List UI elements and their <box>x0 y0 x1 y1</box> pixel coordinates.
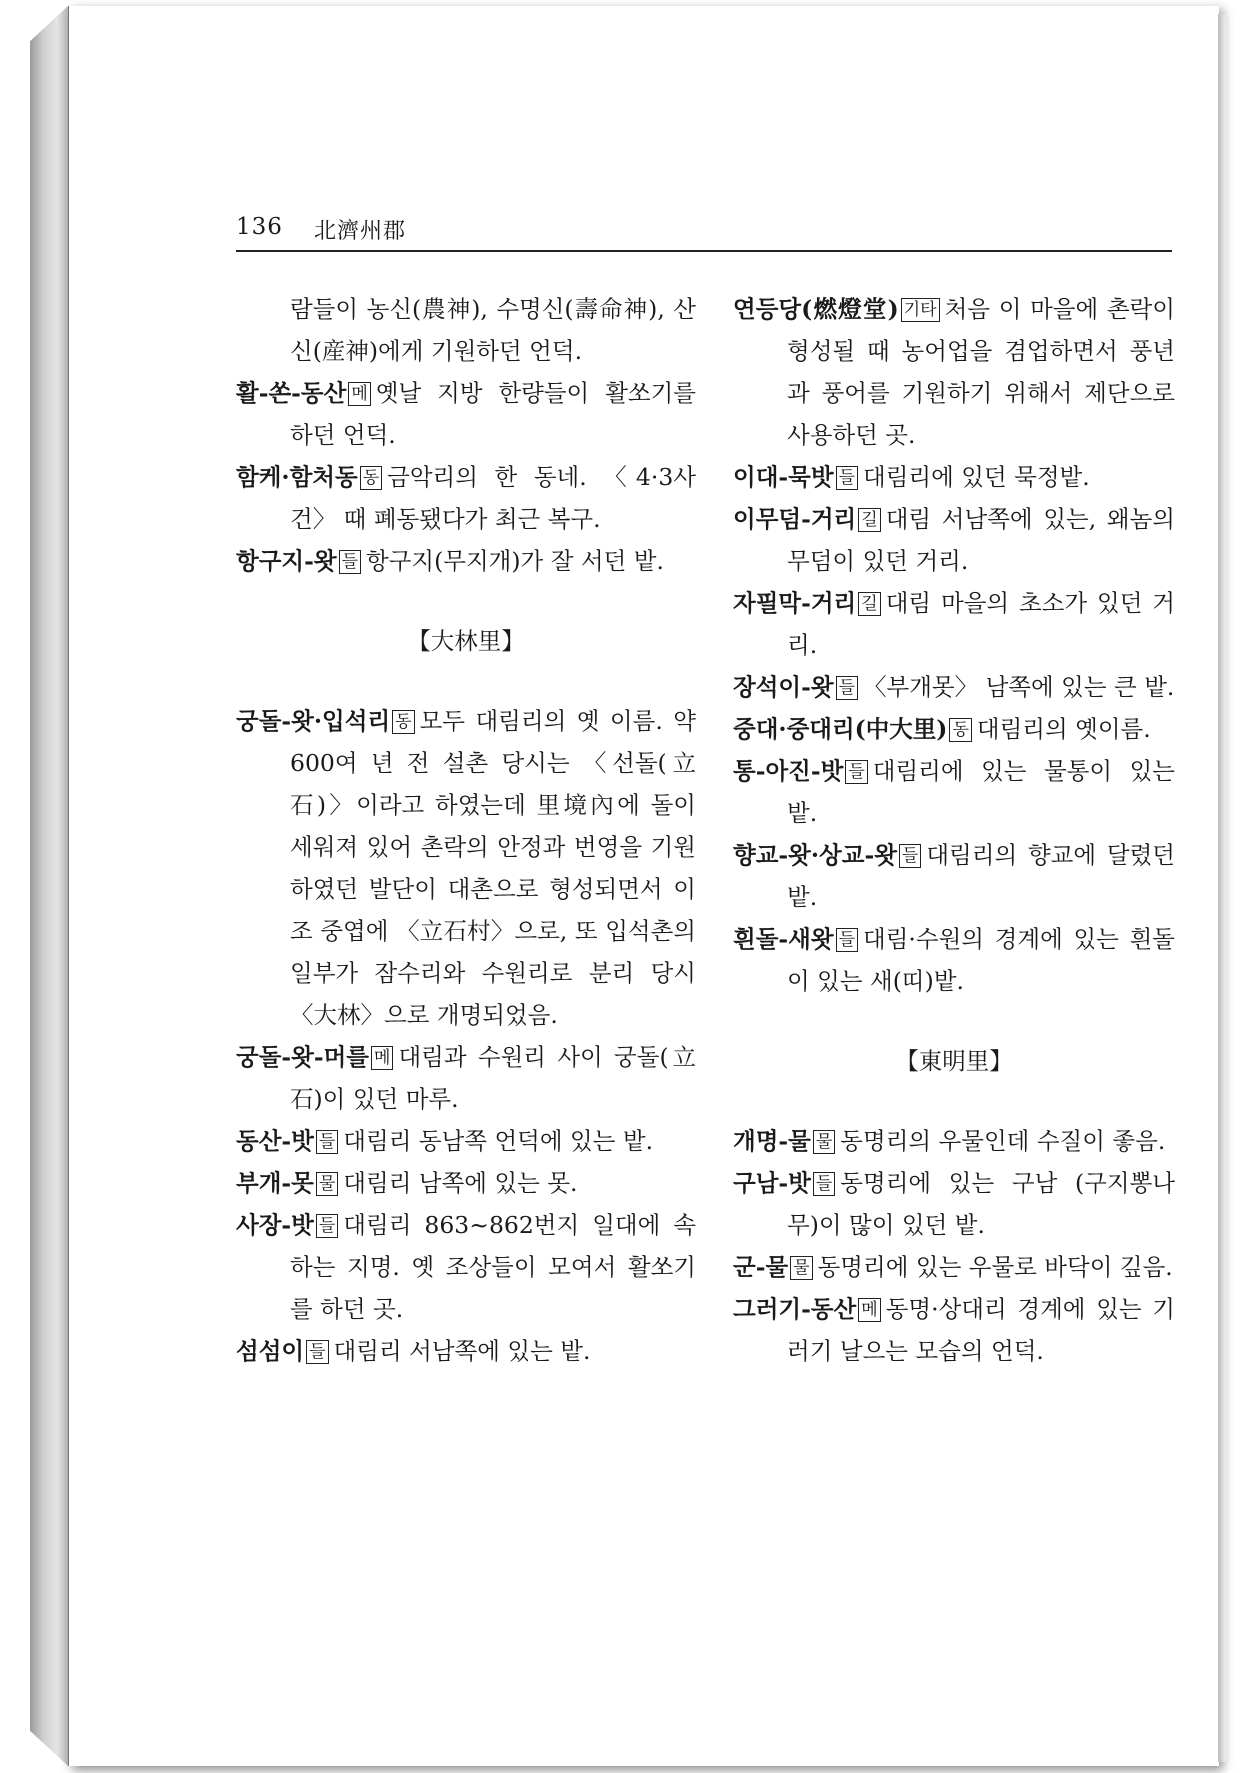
entry-headword: 자필막-거리 <box>733 589 857 617</box>
dictionary-entry <box>733 666 1175 708</box>
dictionary-entry <box>236 540 696 582</box>
entry-headword: 사장-밧 <box>236 1211 314 1239</box>
section-heading: 【大林里】 <box>407 627 525 655</box>
page-number: 136 <box>236 214 283 240</box>
dictionary-entry <box>733 288 1175 456</box>
entry-headword: 동산-밧 <box>236 1127 314 1155</box>
entry-text: 동명리에 있는 우물로 바닥이 깊음. <box>817 1253 1173 1281</box>
dictionary-entry <box>733 1162 1175 1246</box>
entry-text: 동명·상대리 경계에 있는 기러기 날으는 모습의 언덕. <box>787 1295 1175 1365</box>
entry-headword: 이대-묵밧 <box>733 463 834 491</box>
dictionary-entry <box>733 582 1175 666</box>
category-tag: 메 <box>371 1046 393 1070</box>
entry-headword: 그러기-동산 <box>733 1295 857 1323</box>
entry-headword: 구남-밧 <box>733 1169 811 1197</box>
entry-headword: 이무덤-거리 <box>733 505 857 533</box>
entry-text: 대림·수원의 경계에 있는 흰돌이 있는 새(띠)밭. <box>787 925 1175 995</box>
entry-headword: 향교-왓·상교-왓 <box>733 841 897 869</box>
dictionary-entry <box>236 1162 696 1204</box>
category-tag: 물 <box>316 1172 338 1196</box>
chapter-title: 北濟州郡 <box>314 219 407 244</box>
dictionary-entry <box>733 1246 1175 1288</box>
category-tag: 들 <box>339 550 361 574</box>
section-heading: 【東明里】 <box>895 1047 1013 1075</box>
category-tag: 물 <box>790 1256 812 1280</box>
dictionary-entry <box>236 1120 696 1162</box>
category-tag: 기타 <box>901 298 940 322</box>
entry-text: 동명리의 우물인데 수질이 좋음. <box>840 1127 1166 1155</box>
dictionary-entry <box>236 456 696 540</box>
entry-headword: 항구지-왓 <box>236 547 337 575</box>
dictionary-entry <box>733 750 1175 834</box>
entry-text: 대림 서남쪽에 있는, 왜놈의 무덤이 있던 거리. <box>787 505 1175 575</box>
entry-text: 대림과 수원리 사이 궁돌(立石)이 있던 마루. <box>290 1043 696 1113</box>
entry-headword: 개명-물 <box>733 1127 811 1155</box>
category-tag: 동 <box>360 466 382 490</box>
entry-text: 대림리에 있던 묵정밭. <box>863 463 1090 491</box>
entry-headword: 통-아진-밧 <box>733 757 844 785</box>
category-tag: 물 <box>813 1130 835 1154</box>
entry-text: 동명리에 있는 구남 (구지뽕나무)이 많이 있던 밭. <box>787 1169 1175 1239</box>
entry-text: 항구지(무지개)가 잘 서던 밭. <box>366 547 664 575</box>
entry-headword: 활-쏜-동산 <box>236 379 347 407</box>
page-edge <box>1218 14 1226 1762</box>
category-tag: 동 <box>949 718 971 742</box>
dictionary-entry <box>236 700 696 1036</box>
dictionary-entry <box>733 1120 1175 1162</box>
entry-headword: 장석이-왓 <box>733 673 834 701</box>
dictionary-entry <box>733 456 1175 498</box>
entry-headword: 섬섬이 <box>236 1337 305 1365</box>
entry-headword: 궁돌-왓-머를 <box>236 1043 370 1071</box>
entry-text: 대림리에 있는 물통이 있는 밭. <box>787 757 1175 827</box>
dictionary-entry <box>733 918 1175 1002</box>
category-tag: 들 <box>845 760 867 784</box>
entry-text: 대림리 동남쪽 언덕에 있는 밭. <box>343 1127 654 1155</box>
right-column <box>733 288 1175 1372</box>
entry-headword: 부개-못 <box>236 1169 314 1197</box>
dictionary-entry <box>236 372 696 456</box>
category-tag: 들 <box>836 466 858 490</box>
entry-headword: 함케·함처동 <box>236 463 358 491</box>
dictionary-entry <box>733 834 1175 918</box>
dictionary-entry <box>236 1330 696 1372</box>
category-tag: 길 <box>858 592 880 616</box>
entry-text: 대림리의 옛이름. <box>976 715 1151 743</box>
entry-text: 대림리 남쪽에 있는 못. <box>343 1169 578 1197</box>
entry-text: 대림리 서남쪽에 있는 밭. <box>333 1337 591 1365</box>
dictionary-entry <box>733 498 1175 582</box>
category-tag: 메 <box>858 1298 880 1322</box>
entry-headword: 중대·중대리(中大里) <box>733 715 948 743</box>
left-column <box>236 288 696 1372</box>
entry-text: 옛날 지방 한량들이 활쏘기를 하던 언덕. <box>290 379 696 449</box>
dictionary-entry <box>733 708 1175 750</box>
entry-text: 대림 마을의 초소가 있던 거리. <box>787 589 1175 659</box>
dictionary-entry <box>236 1204 696 1330</box>
entry-text: 〈부개못〉 남쪽에 있는 큰 밭. <box>863 673 1175 701</box>
category-tag: 들 <box>306 1340 328 1364</box>
category-tag: 길 <box>858 508 880 532</box>
book-spine <box>30 6 68 1766</box>
entry-headword: 궁돌-왓·입석리 <box>236 707 391 735</box>
category-tag: 들 <box>813 1172 835 1196</box>
entry-text: 모두 대림리의 옛 이름. 약 600여 년 전 설촌 당시는 〈선돌(立石)〉이라고 하였는데 里境內에 돌이 세워져 있어 촌락의 안정과 번영을 기원하였던 발단이 대촌으로 형성되면서 이조 중엽에 〈立石村〉으로, 또 입석촌의 일부가 잠수리와 수원리로 분리 당시 〈大林〉으로 개명되었음. <box>290 707 696 1029</box>
entry-headword: 연등당(燃燈堂) <box>733 295 899 323</box>
entry-headword: 흰돌-새왓 <box>733 925 834 953</box>
dictionary-entry <box>236 1036 696 1120</box>
dictionary-entry <box>236 288 696 372</box>
category-tag: 들 <box>316 1130 338 1154</box>
category-tag: 메 <box>348 382 370 406</box>
entry-text: 처음 이 마을에 촌락이 형성될 때 농어업을 겸업하면서 풍년과 풍어를 기원하기 위해서 제단으로 사용하던 곳. <box>787 295 1176 449</box>
entry-text: 대림리의 향교에 달렸던 밭. <box>787 841 1175 911</box>
category-tag: 동 <box>392 710 414 734</box>
dictionary-entry <box>733 1288 1175 1372</box>
category-tag: 들 <box>899 844 921 868</box>
entry-text: 대림리 863~862번지 일대에 속하는 지명. 옛 조상들이 모여서 활쏘기를 하던 곳. <box>290 1211 696 1323</box>
running-header <box>236 210 1172 252</box>
category-tag: 들 <box>836 676 858 700</box>
entry-text: 금악리의 한 동네. 〈4·3사건〉 때 폐동됐다가 최근 복구. <box>290 463 696 533</box>
category-tag: 들 <box>836 928 858 952</box>
entry-text: 람들이 농신(農神), 수명신(壽命神), 산신(産神)에게 기원하던 언덕. <box>290 295 696 365</box>
category-tag: 들 <box>316 1214 338 1238</box>
entry-headword: 군-물 <box>733 1253 789 1281</box>
